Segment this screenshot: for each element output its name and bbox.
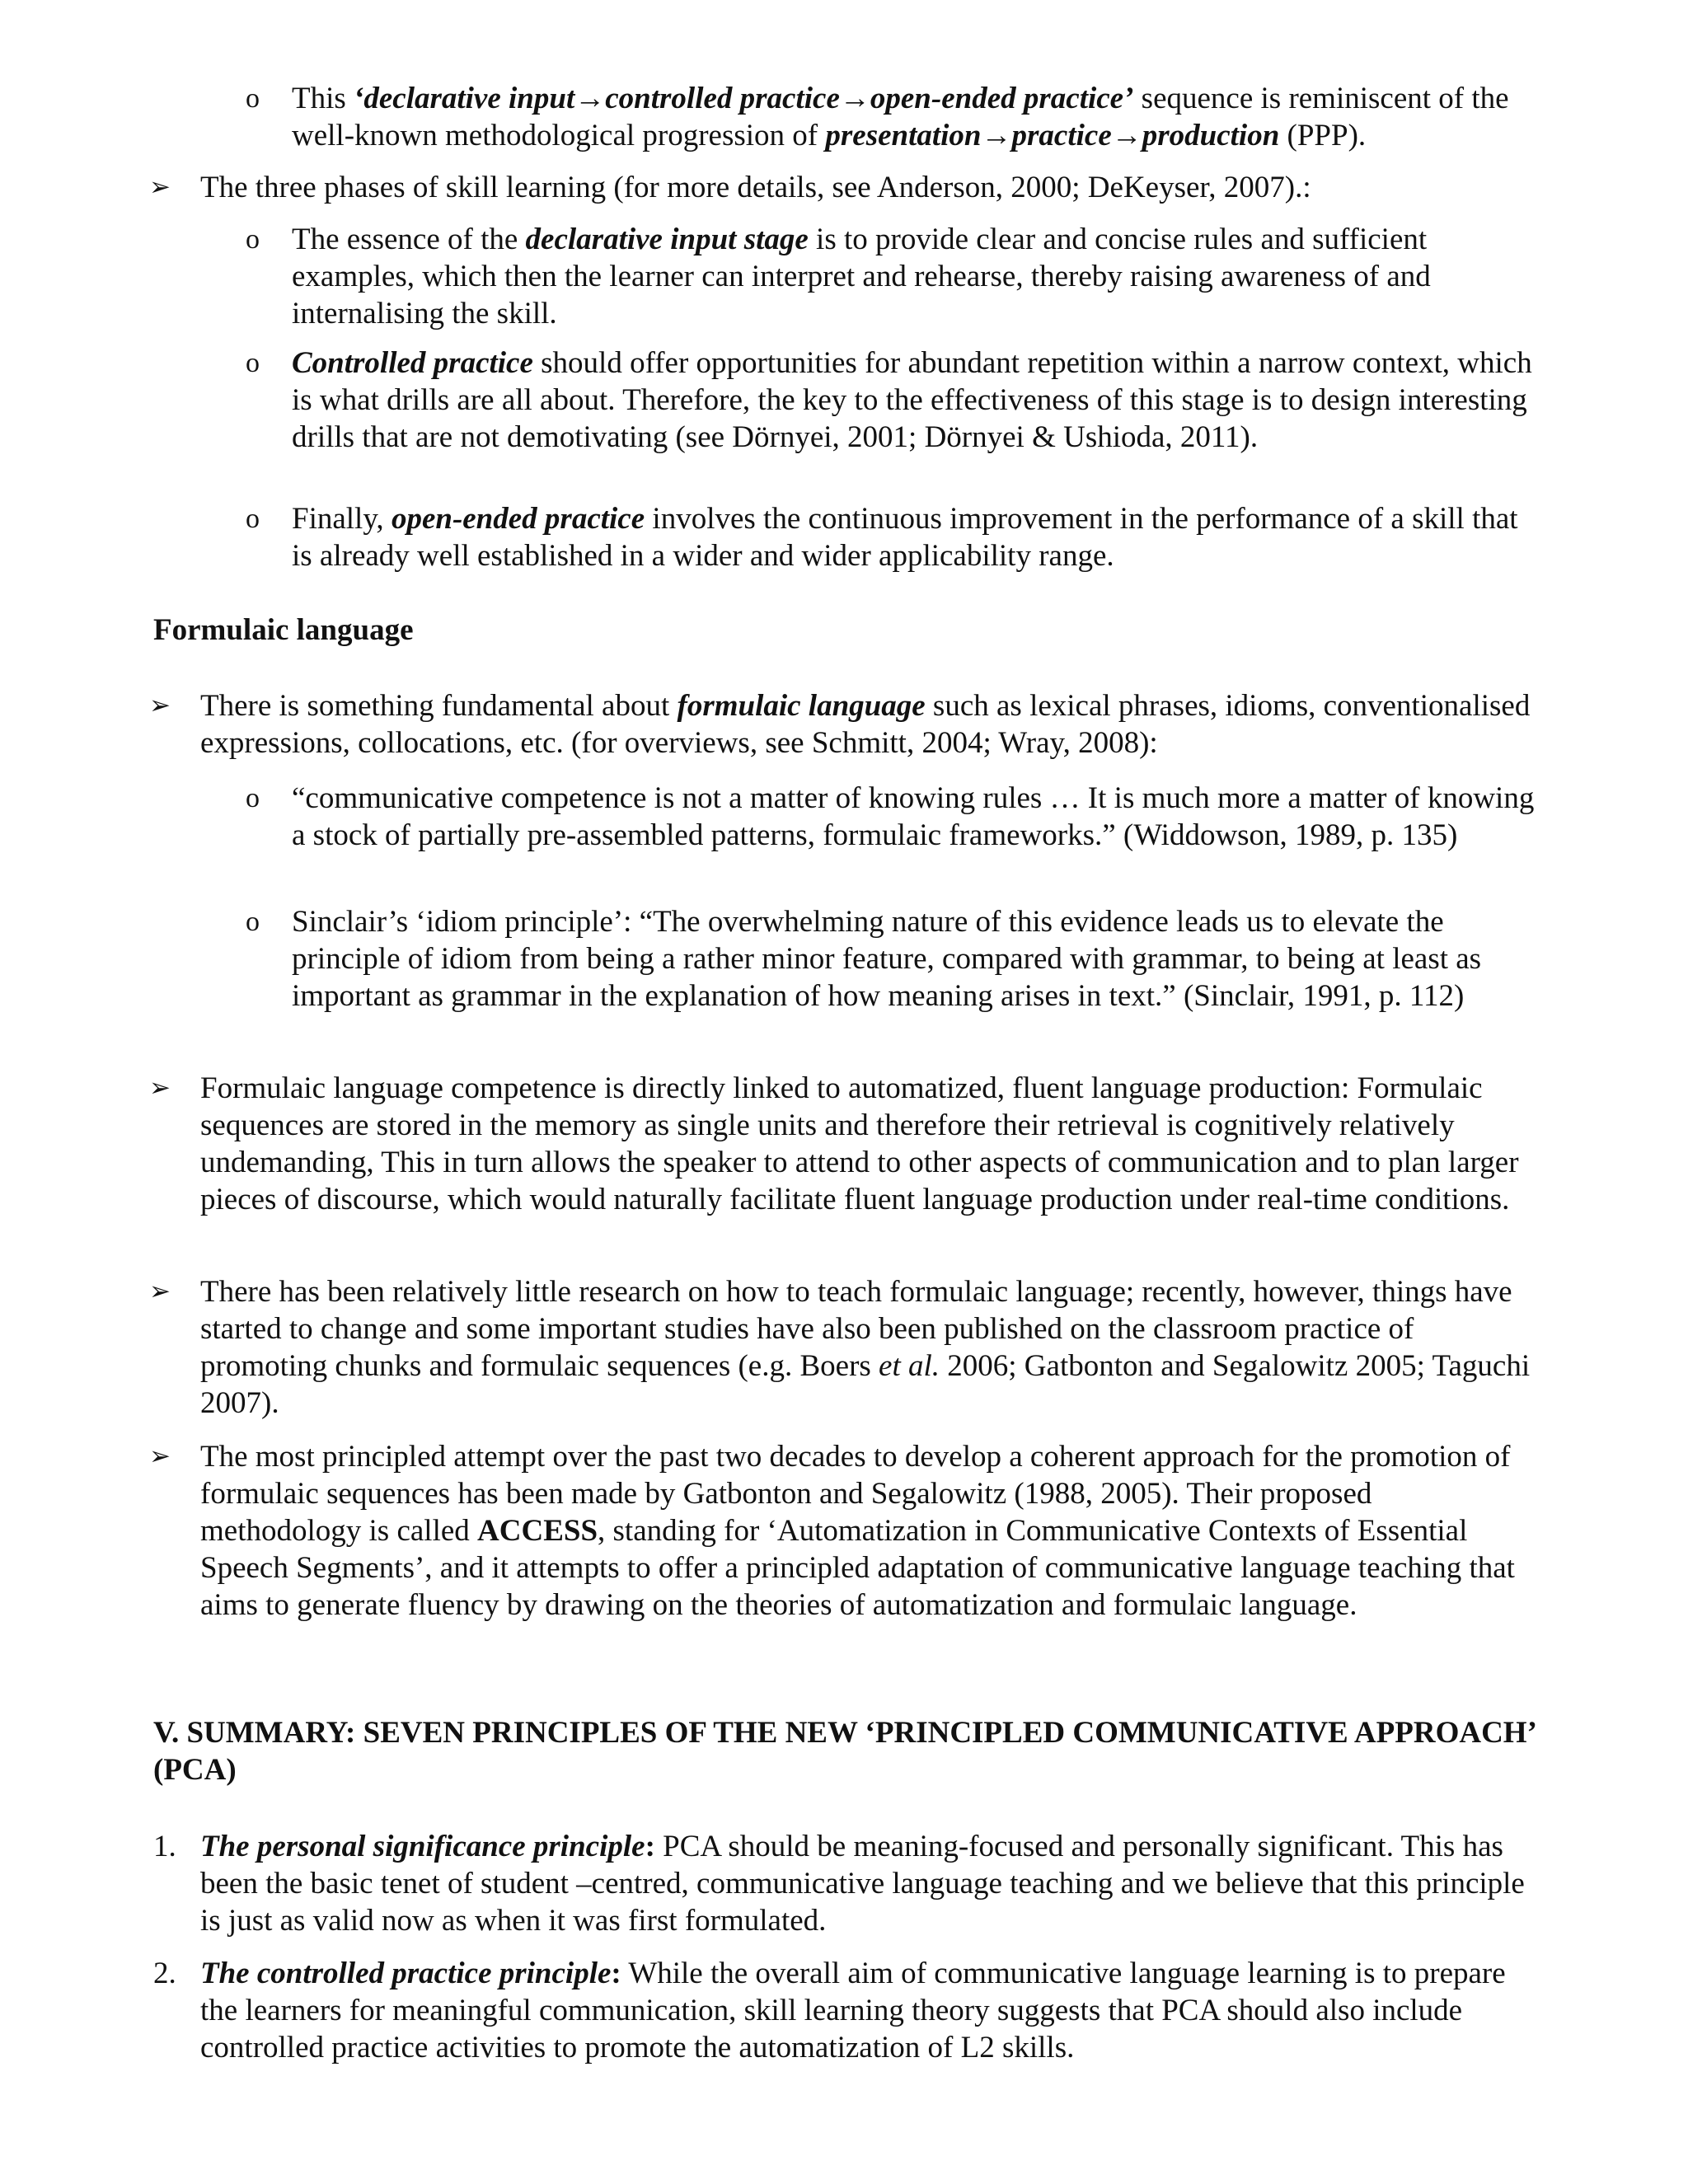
phases-bullet: ➢ The three phases of skill learning (for more details, see Anderson, 2000; DeKeyser, 2007).:: [149, 171, 1311, 204]
competence-bullet: ➢ Formulaic language competence is directly linked to automatized, fluent language production: Formulaic sequences are stored in the memory as single units and therefore their retrieval is cognitively relatively undemanding, This in turn allows the speaker to attend to other aspects of communication and to plan larger pieces of discourse, which would naturally facilitate fluent language production under real-time conditions.: [149, 1071, 1519, 1216]
circle-bullet-icon: o: [246, 83, 260, 114]
declarative-bullet: o The essence of the declarative input stage is to provide clear and concise rules and sufficient examples, which then the learner can interpret and rehearse, thereby raising awareness of and internalising the skill.: [246, 223, 1431, 330]
research-bullet: ➢ There has been relatively little research on how to teach formulaic language; recently, however, things have started to change and some important studies have also been published on the classroom practice of promoting chunks and formulaic sequences (e.g. Boers et al. 2006; Gatbonton and Segalowitz 2005; Taguchi 2007).: [149, 1275, 1531, 1420]
section-heading-summary: V. SUMMARY: SEVEN PRINCIPLES OF THE NEW ‘PRINCIPLED COMMUNICATIVE APPROACH’ (PCA): [153, 1716, 1536, 1787]
circle-bullet-icon: o: [246, 907, 260, 937]
circle-bullet-icon: o: [246, 224, 260, 255]
access-bullet: ➢ The most principled attempt over the past two decades to develop a coherent approach for the promotion of formulaic sequences has been made by Gatbonton and Segalowitz (1988, 2005). Their proposed methodology is called ACCESS, standing for ‘Automatization in Communicative Contexts of Essential Speech Segments’, and it attempts to offer a principled adaptation of communicative language teaching that aims to generate fluency by drawing on the theories of automatization and formulaic language.: [149, 1440, 1515, 1622]
circle-bullet-icon: o: [246, 504, 260, 534]
arrow-bullet-icon: ➢: [149, 172, 171, 202]
arrow-bullet-icon: ➢: [149, 1073, 171, 1103]
circle-bullet-icon: o: [246, 348, 260, 378]
widdowson-quote-bullet: o “communicative competence is not a matter of knowing rules … It is much more a matter of knowing a stock of partially pre-assembled patterns, formulaic frameworks.” (Widdowson, 1989, p. 135): [246, 781, 1535, 852]
ppp-bullet: o This ‘declarative input→controlled practice→open-ended practice’ sequence is reminiscent of the well-known methodological progression of presentation→practice→production (PPP).: [246, 82, 1509, 152]
arrow-bullet-icon: ➢: [149, 691, 171, 720]
controlled-practice-bullet: o Controlled practice should offer opportunities for abundant repetition within a narrow context, which is what drills are all about. Therefore, the key to the effectiveness of this stage is to design interesting drills that are not demotivating (see Dörnyei, 2001; Dörnyei & Ushioda, 2011).: [246, 346, 1532, 454]
fundamental-bullet: ➢ There is something fundamental about formulaic language such as lexical phrases, idioms, conventionalised expressions, collocations, etc. (for overviews, see Schmitt, 2004; Wray, 2008):: [149, 689, 1531, 760]
sinclair-quote-bullet: o Sinclair’s ‘idiom principle’: “The overwhelming nature of this evidence leads us to elevate the principle of idiom from being a rather minor feature, compared with grammar, to being at least as important as grammar in the explanation of how meaning arises in text.” (Sinclair, 1991, p. 112): [246, 905, 1482, 1013]
principle-item-1: 1. The personal significance principle: PCA should be meaning-focused and personally significant. This has been the basic tenet of student –centred, communicative language teaching and we believe that this principle is just as valid now as when it was first formulated.: [153, 1830, 1525, 1938]
arrow-bullet-icon: ➢: [149, 1441, 171, 1471]
section-heading-formulaic: Formulaic language: [153, 613, 414, 647]
arrow-bullet-icon: ➢: [149, 1277, 171, 1306]
circle-bullet-icon: o: [246, 783, 260, 813]
list-number: 2.: [153, 1957, 176, 1990]
principle-item-2: 2. The controlled practice principle: While the overall aim of communicative language learning is to prepare the learners for meaningful communication, skill learning theory suggests that PCA should also include controlled practice activities to promote the automatization of L2 skills.: [153, 1957, 1506, 2064]
list-number: 1.: [153, 1830, 176, 1863]
open-ended-bullet: o Finally, open-ended practice involves the continuous improvement in the performance of a skill that is already well established in a wider and wider applicability range.: [246, 502, 1518, 573]
